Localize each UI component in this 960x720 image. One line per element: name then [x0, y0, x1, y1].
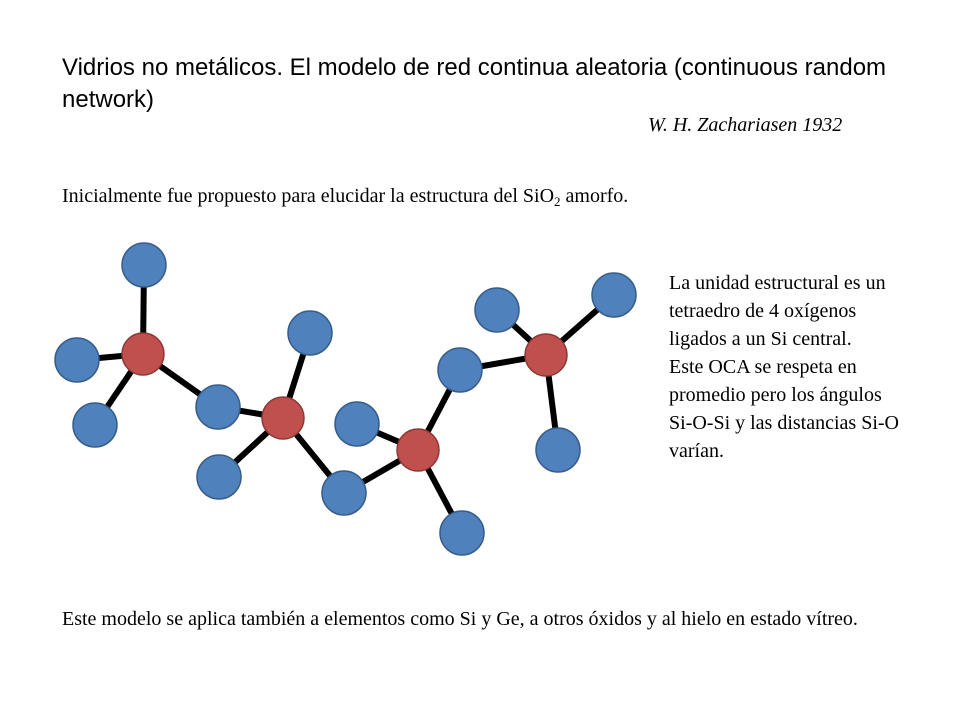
oxygen-atom: [196, 385, 240, 429]
intro-text-end: amorfo.: [560, 185, 629, 207]
side-line: tetraedro de 4 oxígenos: [669, 300, 857, 322]
intro-subscript: 2: [554, 194, 561, 209]
author-citation: W. H. Zachariasen 1932: [648, 114, 843, 136]
oxygen-atom: [475, 288, 519, 332]
oxygen-atom: [288, 311, 332, 355]
oxygen-atom: [322, 471, 366, 515]
oxygen-atom: [55, 338, 99, 382]
oxygen-atom: [197, 455, 241, 499]
oxygen-atom: [536, 428, 580, 472]
oxygen-atom: [592, 273, 636, 317]
side-line: Este OCA se respeta en: [669, 356, 857, 378]
side-line: ligados a un Si central.: [669, 328, 852, 350]
oxygen-atom: [440, 511, 484, 555]
silicon-atom: [122, 333, 164, 375]
silicon-atom: [262, 397, 304, 439]
footer-text: Este modelo se aplica también a elementos como Si y Ge, a otros óxidos y al hielo en estado vítreo.: [62, 608, 858, 630]
silicon-atoms: [122, 333, 567, 471]
oxygen-atom: [438, 348, 482, 392]
silicon-atom: [525, 334, 567, 376]
side-line: promedio pero los ángulos: [669, 384, 882, 406]
oxygen-atom: [335, 402, 379, 446]
side-line: varían.: [669, 440, 724, 462]
oxygen-atom: [73, 403, 117, 447]
side-line: Si-O-Si y las distancias Si-O: [669, 412, 899, 434]
silicon-atom: [397, 429, 439, 471]
intro-text-main: Inicialmente fue propuesto para elucidar la estructura del SiO: [62, 185, 555, 207]
slide-title: Vidrios no metálicos. El modelo de red continua aleatoria (continuous random network): [62, 54, 887, 113]
side-line: La unidad estructural es un: [669, 272, 886, 294]
side-description: [669, 269, 959, 465]
oxygen-atom: [122, 243, 166, 287]
